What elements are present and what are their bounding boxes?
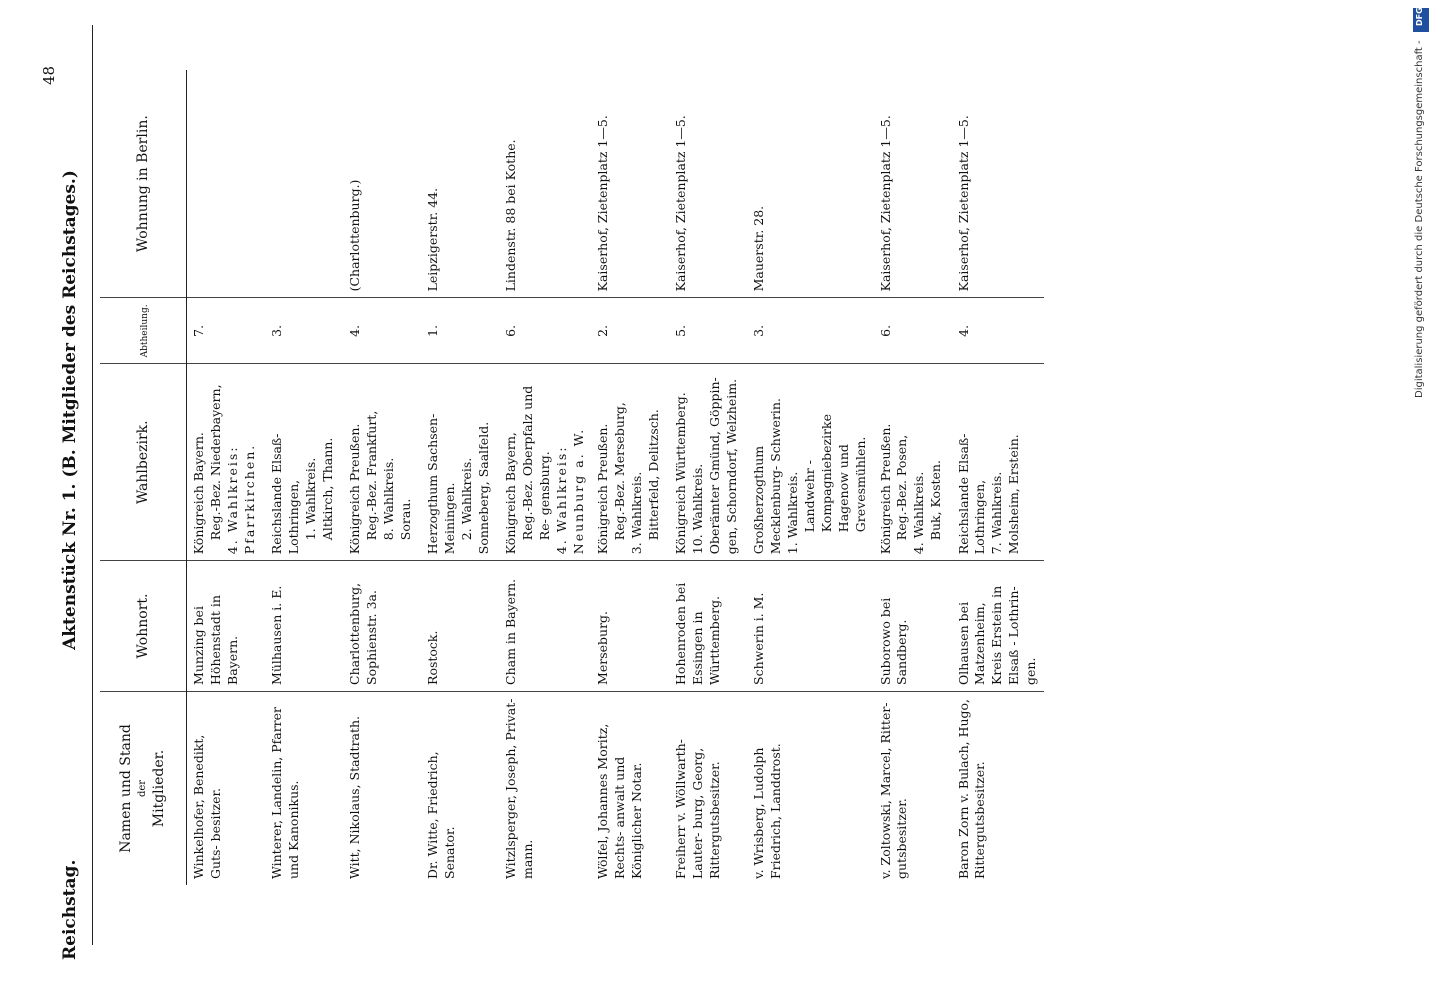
wahlbezirk-line: Altkirch, Thann. [319, 437, 335, 541]
wahlbezirk-line: Königreich Preußen. [877, 423, 893, 555]
header-name [100, 691, 187, 885]
header-name-der: der [137, 779, 149, 798]
member-abtheilung: 6. [874, 298, 952, 364]
member-name: Wölfel, Johannes Moritz, Rechts- anwalt und Königlicher Notar. [595, 723, 645, 879]
member-name: Witt, Nikolaus, Stadtrath. [347, 715, 362, 879]
member-wohnort: Mülhausen i. E. [265, 561, 343, 692]
wahlbezirk-line: Oberämter Gmünd, Göppin- gen, Schorndorf, Welzheim. [707, 377, 739, 555]
page-header [60, 40, 90, 960]
header-wohnort: Wohnort. [100, 561, 187, 692]
member-wohnung [187, 70, 266, 298]
wahlbezirk-line: Landwehr - Kompagniebezirke Hagenow und Grevesmühlen. [802, 413, 868, 533]
wahlbezirk-line: Reg.-Bez. Niederbayern, [207, 384, 223, 541]
member-wohnort: Schwerin i. M. [747, 561, 873, 692]
member-wohnung [265, 70, 343, 298]
member-abtheilung: 6. [499, 298, 591, 364]
member-abtheilung: 4. [343, 298, 421, 364]
header-rule [92, 25, 93, 945]
table-row [187, 70, 266, 885]
wahlbezirk-line: Reichslande Elsaß-Lothringen, [955, 433, 988, 555]
wahlbezirk-line: Reg.-Bez. Posen, [894, 434, 910, 541]
member-abtheilung: 4. [952, 298, 1044, 364]
members-table [100, 70, 1044, 885]
member-wahlbezirk [591, 364, 669, 561]
dfg-logo-text: DFG [1415, 7, 1424, 26]
wahlbezirk-line: Königreich Württemberg. [673, 392, 689, 555]
member-wohnung: Kaiserhof, Zietenplatz 1—5. [952, 70, 1044, 298]
member-wohnort: Suborowo bei Sandberg. [874, 561, 952, 692]
member-name: Freiherr v. Wöllwarth-Lauter- burg, Georg, Rittergutsbesitzer. [673, 739, 723, 879]
member-abtheilung: 2. [591, 298, 669, 364]
member-name: v. Wrisberg, Ludolph Friedrich, Landdrost. [751, 743, 784, 879]
wahlbezirk-line: Buk, Kosten. [928, 460, 944, 541]
table-row [343, 70, 421, 885]
wahlbezirk-line: 2. Wahlkreis. [458, 457, 474, 541]
member-wahlbezirk [187, 364, 266, 561]
wahlbezirk-line: Großherzogthum Mecklenburg- Schwerin. [751, 398, 784, 555]
table-header-row [100, 70, 187, 885]
member-name: Baron Zorn v. Bulach, Hugo, Rittergutsbesitzer. [955, 698, 988, 879]
member-wohnung: (Charlottenburg.) [343, 70, 421, 298]
member-name: Winkelhofer, Benedikt, Guts- besitzer. [191, 734, 223, 879]
wahlbezirk-line: Reichslande Elsaß-Lothringen, [269, 433, 301, 555]
header-wahlbezirk: Wahlbezirk. [100, 364, 187, 561]
table-row [747, 70, 873, 885]
header-name-main: Namen und Stand [118, 724, 135, 853]
table-row [265, 70, 343, 885]
member-wohnung: Mauerstr. 28. [747, 70, 873, 298]
table-row [499, 70, 591, 885]
member-name: v. Zoltowski, Marcel, Ritter- gutsbesitzer. [877, 702, 910, 879]
wahlbezirk-line: 4. Wahlkreis. [911, 471, 927, 555]
table-row [952, 70, 1044, 885]
wahlbezirk-line: 8. Wahlkreis. [380, 457, 396, 541]
member-wohnort: Hohenroden bei Essingen in Württemberg. [669, 561, 747, 692]
wahlbezirk-line: Sonneberg, Saalfeld. [475, 421, 491, 555]
member-wohnort: Munzing bei Höhenstadt in Bayern. [187, 561, 266, 692]
member-wohnort: Cham in Bayern. [499, 561, 591, 692]
wahlbezirk-line: 1. Wahlkreis. [785, 471, 801, 555]
digitization-note [1408, 8, 1428, 1008]
member-wohnort: Rostock. [421, 561, 499, 692]
member-wohnort: Olhausen bei Matzenheim, Kreis Erstein in Elsaß - Lothrin- gen. [952, 561, 1044, 692]
member-abtheilung: 3. [747, 298, 873, 364]
wahlbezirk-line: 4. Wahlkreis: Neunburg a. W. [553, 427, 586, 555]
member-wahlbezirk [669, 364, 747, 561]
member-wohnort: Merseburg. [591, 561, 669, 692]
member-name: Witzlsperger, Joseph, Privat- mann. [503, 698, 535, 879]
member-wahlbezirk [343, 364, 421, 561]
wahlbezirk-line: 3. Wahlkreis. [629, 471, 645, 555]
wahlbezirk-line: Königreich Preußen. [595, 423, 611, 555]
member-wohnung: Kaiserhof, Zietenplatz 1—5. [669, 70, 747, 298]
header-name-sub: Mitglieder. [150, 749, 167, 828]
member-wahlbezirk [747, 364, 873, 561]
table-row [591, 70, 669, 885]
member-wohnung: Kaiserhof, Zietenplatz 1—5. [591, 70, 669, 298]
page-number: 48 [40, 65, 58, 85]
digitization-note-text: Digitalisierung gefördert durch die Deutsche Forschungsgemeinschaft - [1414, 40, 1425, 398]
wahlbezirk-line: Königreich Bayern, [503, 432, 518, 555]
member-wohnung: Kaiserhof, Zietenplatz 1—5. [874, 70, 952, 298]
member-abtheilung: 7. [187, 298, 266, 364]
member-wohnung: Lindenstr. 88 bei Kothe. [499, 70, 591, 298]
wahlbezirk-line: Reg.-Bez. Frankfurt, [363, 410, 379, 541]
wahlbezirk-line: 1. Wahlkreis. [302, 457, 318, 541]
wahlbezirk-line: Sorau. [397, 498, 413, 541]
wahlbezirk-line: Reg.-Bez. Oberpfalz und Re- gensburg. [519, 385, 552, 541]
member-abtheilung: 1. [421, 298, 499, 364]
member-name: Winterer, Landelin, Pfarrer und Kanonikus. [269, 706, 301, 879]
header-aktenstueck: Aktenstück Nr. 1. (B. Mitglieder des Reichstages.) [60, 170, 80, 650]
table-row [669, 70, 747, 885]
member-abtheilung: 5. [669, 298, 747, 364]
header-abtheilung [100, 298, 187, 364]
member-name: Dr. Witte, Friedrich, Senator. [425, 751, 457, 879]
wahlbezirk-line: 4. Wahlkreis: Pfarrkirchen. [224, 443, 257, 555]
wahlbezirk-line: Molsheim, Erstein. [1006, 434, 1022, 555]
wahlbezirk-line: Herzogthum Sachsen-Meiningen. [425, 413, 457, 555]
member-wahlbezirk [421, 364, 499, 561]
header-reichstag: Reichstag. [60, 859, 80, 960]
wahlbezirk-line: Reg.-Bez. Merseburg, [612, 402, 628, 541]
member-wahlbezirk [874, 364, 952, 561]
wahlbezirk-line: 7. Wahlkreis. [989, 471, 1005, 555]
wahlbezirk-line: 10. Wahlkreis. [690, 463, 706, 555]
member-wohnort: Charlottenburg, Sophienstr. 3a. [343, 561, 421, 692]
member-wohnung: Leipzigerstr. 44. [421, 70, 499, 298]
header-abtheilung-label: Abtheilung. [139, 304, 150, 358]
member-wahlbezirk [952, 364, 1044, 561]
member-wahlbezirk [265, 364, 343, 561]
table-row [421, 70, 499, 885]
table-row [874, 70, 952, 885]
wahlbezirk-line: Königreich Bayern. [191, 432, 206, 555]
member-wahlbezirk [499, 364, 591, 561]
header-wohnung: Wohnung in Berlin. [100, 70, 187, 298]
wahlbezirk-line: Bitterfeld, Delitzsch. [646, 409, 661, 541]
member-abtheilung: 3. [265, 298, 343, 364]
wahlbezirk-line: Königreich Preußen. [347, 423, 362, 555]
